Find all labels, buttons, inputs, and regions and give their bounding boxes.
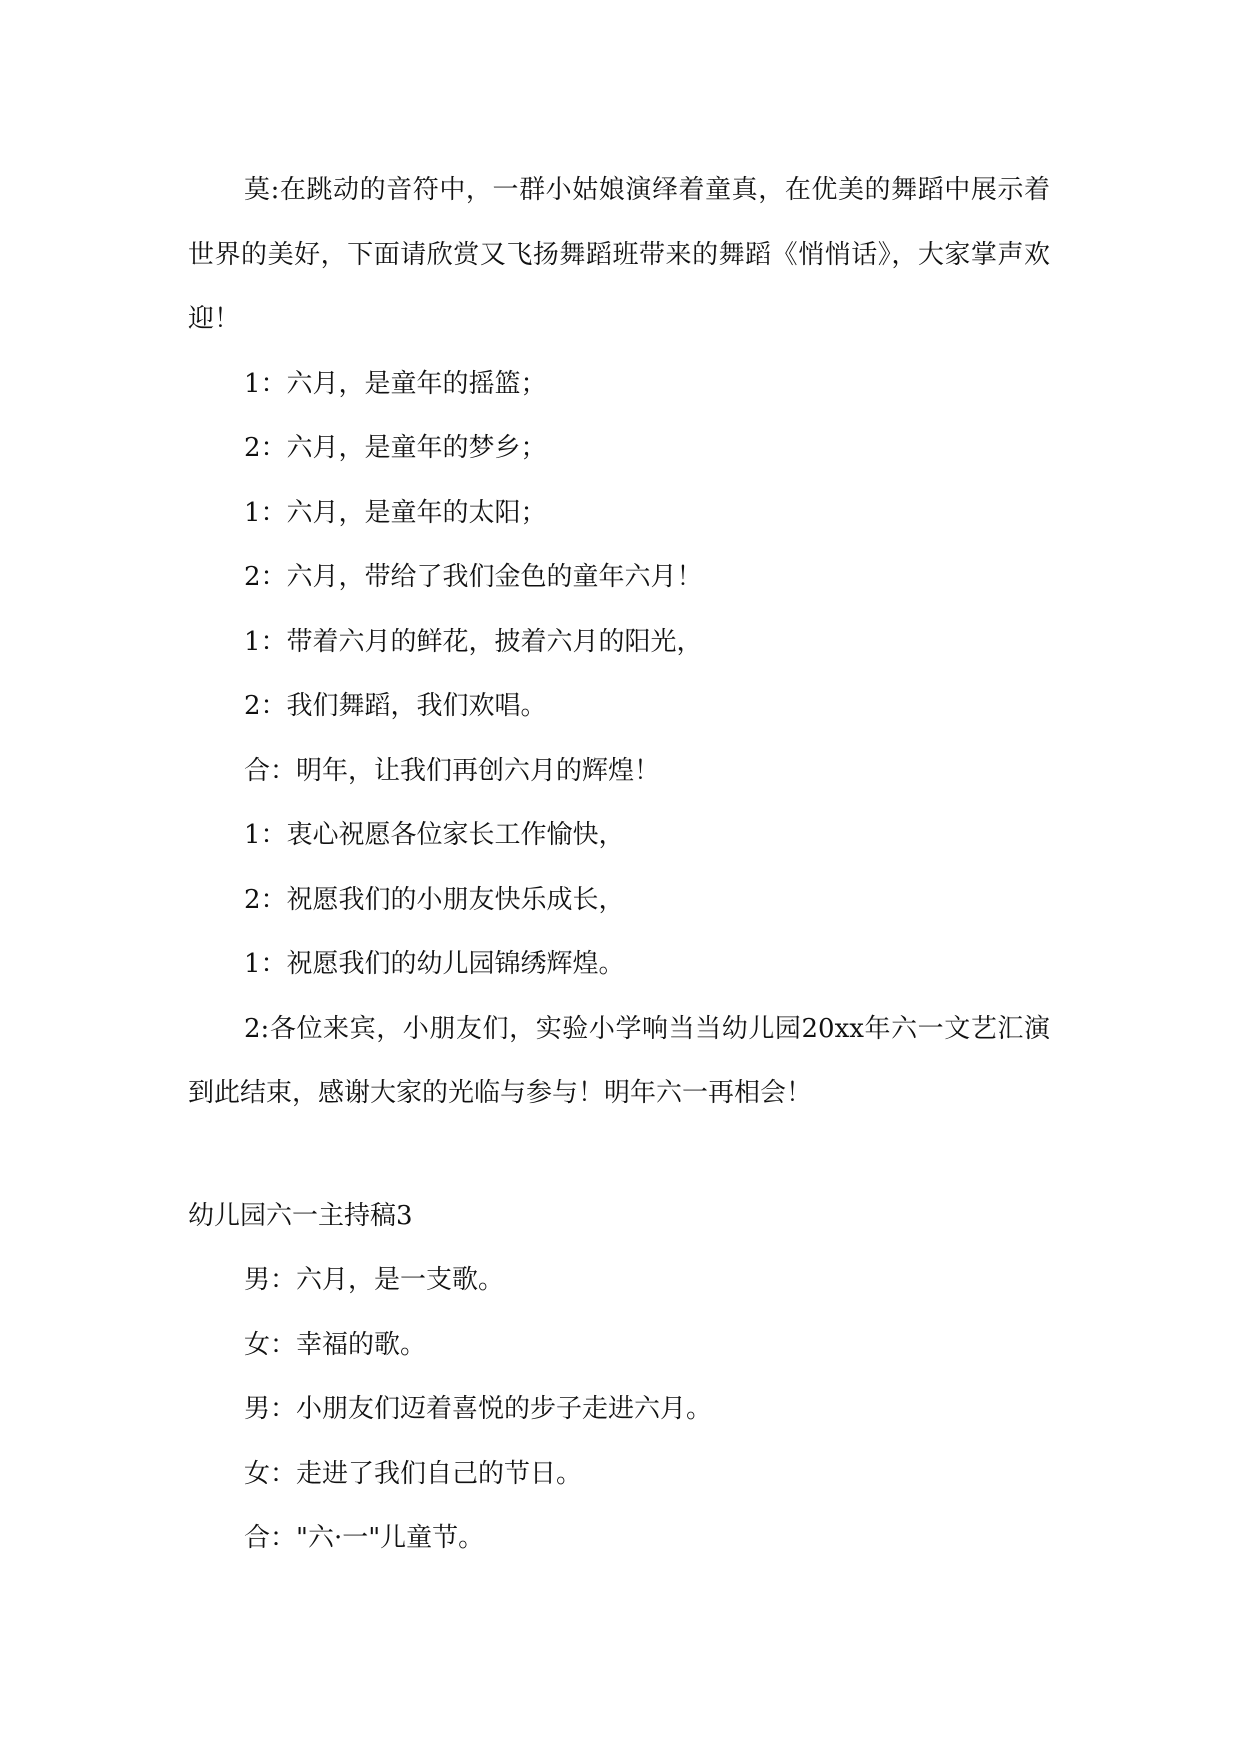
script-line: 合："六·一"儿童节。	[244, 1523, 485, 1553]
document-page	[188, 158, 1050, 1571]
script-line: 1：带着六月的鲜花，披着六月的阳光，	[244, 626, 703, 657]
script-line: 1：衷心祝愿各位家长工作愉快，	[244, 820, 625, 850]
closing-paragraph: 2:各位来宾，小朋友们，实验小学响当当幼儿园20xx年六一文艺汇演到此结束，感谢大家的光临与参与！明年六一再相会！	[188, 1013, 1050, 1108]
script-line: 1：六月，是童年的摇篮；	[244, 368, 547, 399]
script-line: 男：六月，是一支歌。	[244, 1265, 505, 1295]
script-line: 2：六月，带给了我们金色的童年六月！	[244, 562, 703, 592]
script-line: 2：六月，是童年的梦乡；	[244, 433, 547, 463]
script-line: 女：幸福的歌。	[244, 1329, 427, 1360]
script-line: 男：小朋友们迈着喜悦的步子走进六月。	[244, 1394, 713, 1424]
script-line: 2：我们舞蹈，我们欢唱。	[244, 691, 547, 721]
script-line: 1：六月，是童年的太阳；	[244, 497, 547, 528]
section-heading: 幼儿园六一主持稿3	[188, 1200, 413, 1231]
script-line: 合：明年，让我们再创六月的辉煌！	[244, 755, 661, 786]
script-line: 女：走进了我们自己的节日。	[244, 1458, 583, 1489]
intro-paragraph: 莫:在跳动的音符中，一群小姑娘演绎着童真，在优美的舞蹈中展示着世界的美好，下面请欣赏又飞扬舞蹈班带来的舞蹈《悄悄话》，大家掌声欢迎！	[188, 175, 1050, 334]
script-line: 1：祝愿我们的幼儿园锦绣辉煌。	[244, 949, 625, 979]
script-line: 2：祝愿我们的小朋友快乐成长，	[244, 884, 625, 915]
